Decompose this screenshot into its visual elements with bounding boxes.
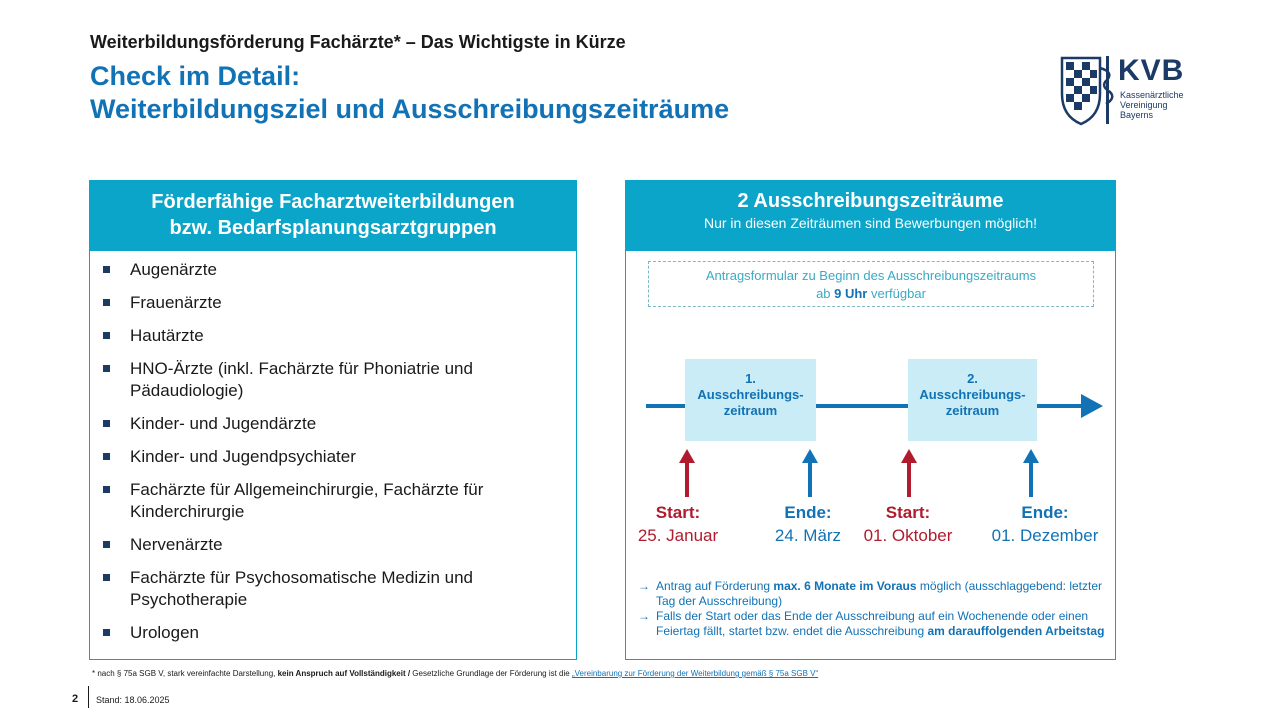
footnote-emphasis: kein Anspruch auf Vollständigkeit /	[277, 669, 411, 678]
arrow-right-icon: →	[638, 579, 650, 593]
timeline-arrow-icon	[1081, 394, 1103, 418]
eligible-specialties-box	[89, 180, 577, 660]
period-1-number: 1.	[745, 371, 756, 386]
period-1-block	[685, 359, 816, 441]
date-label: Start:	[885, 503, 931, 522]
date-value: 01. Dezember	[991, 526, 1099, 545]
period-2-label-1: Ausschreibungs-	[919, 387, 1026, 402]
list-item: Kinder- und Jugendärzte	[100, 413, 560, 435]
period-1-start	[613, 501, 743, 547]
notes	[638, 579, 1106, 639]
slide-title	[90, 60, 729, 126]
period-2-number: 2.	[967, 371, 978, 386]
info-prefix: ab	[816, 286, 835, 301]
date-label: Ende:	[784, 503, 832, 522]
date-label: Ende:	[1021, 503, 1069, 522]
note-weekend-rule	[638, 609, 1106, 639]
title-line-2: Weiterbildungsziel und Ausschreibungszeiträume	[90, 94, 730, 124]
list-item: Nervenärzte	[100, 534, 560, 556]
heading-line-1: Förderfähige Facharztweiterbildungen	[151, 191, 515, 213]
period-1-label-1: Ausschreibungs-	[697, 387, 804, 402]
footnote-text: nach § 75a SGB V, stark vereinfachte Darstellung,	[95, 669, 278, 678]
list-item: Frauenärzte	[100, 292, 560, 314]
kvb-logo-icon	[1060, 54, 1116, 126]
periods-subtitle: Nur in diesen Zeiträumen sind Bewerbungen möglich!	[703, 215, 1038, 231]
application-periods-heading	[626, 181, 1115, 251]
list-item: Hautärzte	[100, 325, 560, 347]
list-item: Fachärzte für Psychosomatische Medizin und Psychotherapie	[100, 567, 560, 611]
heading-line-2: bzw. Bedarfsplanungsarztgruppen	[169, 217, 497, 239]
date-label: Start:	[655, 503, 701, 522]
info-suffix: verfügbar	[867, 286, 926, 301]
page-number: 2	[72, 693, 79, 705]
date-value: 25. Januar	[637, 526, 719, 545]
periods-title: 2 Ausschreibungszeiträume	[737, 190, 1004, 212]
logo-line-1: Kassenärztliche	[1120, 90, 1184, 100]
period-2-start	[843, 501, 973, 547]
date-value: 24. März	[774, 526, 842, 545]
note-text: Falls der Start oder das Ende der Ausschreibung auf ein Wochenende oder einen Feiertag fällt, startet bzw. endet die Ausschreibung	[656, 609, 1089, 638]
arrow-right-icon: →	[638, 609, 650, 623]
logo-line-3: Bayerns	[1120, 110, 1154, 120]
footer-divider	[88, 686, 89, 708]
list-item: Kinder- und Jugendpsychiater	[100, 446, 560, 468]
list-item: Urologen	[100, 622, 560, 644]
note-advance-application	[638, 579, 1106, 609]
title-line-1: Check im Detail:	[90, 61, 301, 91]
eligible-specialties-heading	[90, 181, 576, 251]
note-emphasis: max. 6 Monate im Voraus	[773, 579, 917, 593]
footnote-marker: *	[92, 669, 96, 678]
logo-line-2: Vereinigung	[1120, 100, 1168, 110]
note-text: möglich (ausschlaggebend: letzter Tag der Ausschreibung)	[656, 579, 1102, 608]
period-2-label-2: zeitraum	[945, 403, 1000, 418]
info-line-1: Antragsformular zu Beginn des Ausschreibungszeitraums	[705, 268, 1037, 283]
date-value: 01. Oktober	[863, 526, 953, 545]
agreement-link[interactable]: „Vereinbarung zur Förderung der Weiterbildung gemäß § 75a SGB V“	[571, 669, 819, 678]
specialties-list	[100, 259, 560, 655]
info-time: 9 Uhr	[834, 286, 868, 301]
note-text: Antrag auf Förderung	[656, 579, 774, 593]
footnote-text: Gesetzliche Grundlage der Förderung ist die	[410, 669, 572, 678]
slide-subtitle: Weiterbildungsförderung Fachärzte* – Das Wichtigste in Kürze	[90, 32, 626, 52]
logo-subtext	[1120, 90, 1184, 120]
list-item: Fachärzte für Allgemeinchirurgie, Fachärzte für Kinderchirurgie	[100, 479, 560, 523]
list-item: Augenärzte	[100, 259, 560, 281]
period-2-block	[908, 359, 1037, 441]
note-emphasis: am darauffolgenden Arbeitstag	[927, 624, 1105, 638]
info-line-2	[649, 285, 1093, 303]
period-2-end	[980, 501, 1110, 547]
logo-name: KVB	[1118, 54, 1185, 87]
date-stamp: Stand: 18.06.2025	[96, 695, 170, 705]
form-availability-note	[648, 261, 1094, 307]
period-1-label-2: zeitraum	[723, 403, 778, 418]
list-item: HNO-Ärzte (inkl. Fachärzte für Phoniatrie und Pädaudiologie)	[100, 358, 560, 402]
footnote	[92, 669, 818, 678]
application-periods-box	[625, 180, 1116, 660]
